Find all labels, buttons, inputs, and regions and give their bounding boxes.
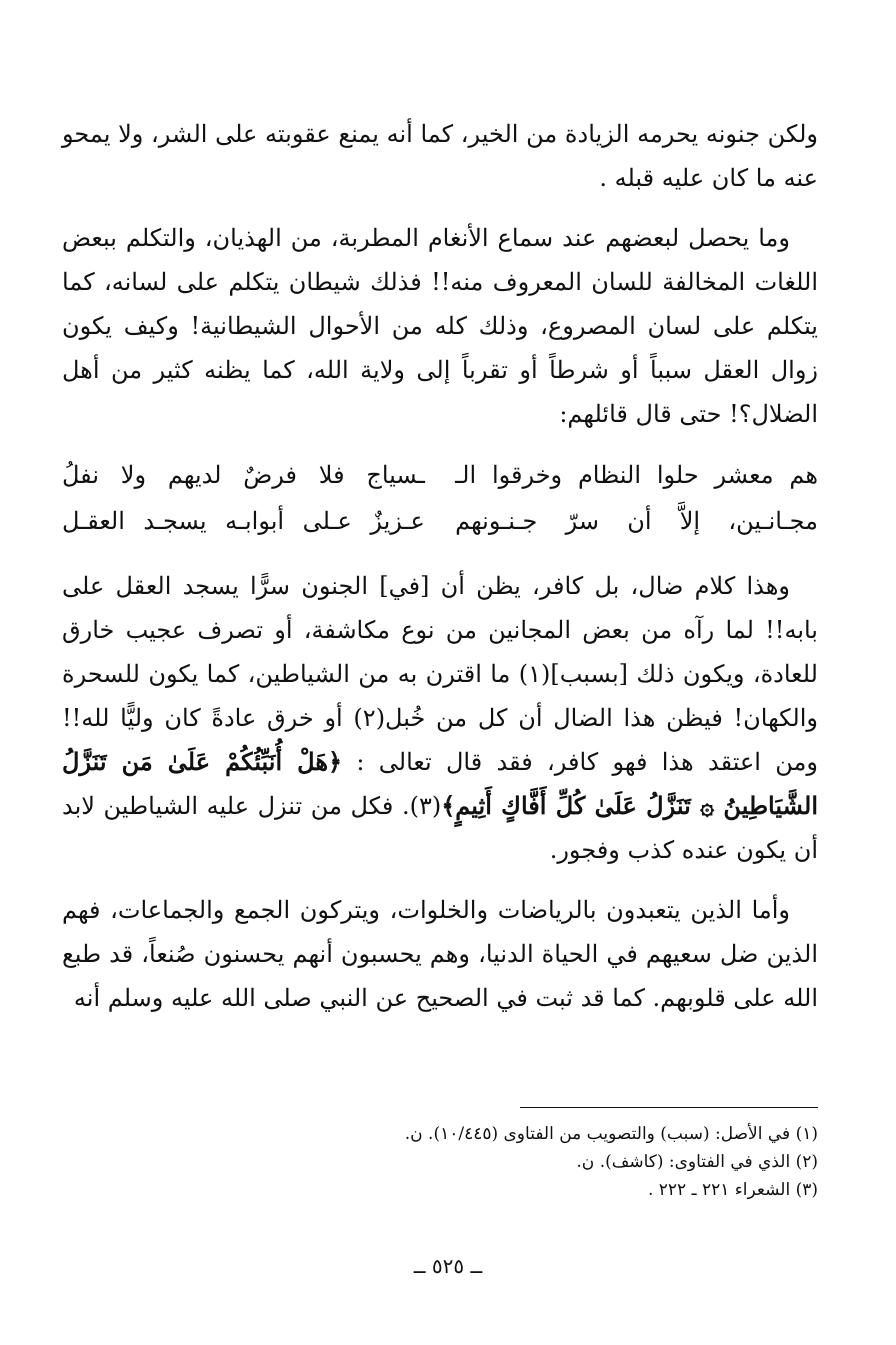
paragraph-3-text: وهذا كلام ضال، بل كافر، يظن أن [في] الجنون سرًّا يسجد العقل على بابه!! لما رآه من بعض المجانين من نوع مكاشفة، أو تصرف عجيب خارق للعادة، ويكون ذلك [بسبب](١) ما اقترن به من الشياطين، كما يكون للسحرة والكهان! فيظن هذا الضال أن كل من خُبل(٢) أو خرق عادةً كان وليًّا لله!! ومن اعتقد هذا فهو كافر، فقد قال تعالى : <box>62 572 818 776</box>
poem-line-1 <box>62 452 818 498</box>
quran-verse: ﴿هَلْ أُنَبِّئُكُمْ عَلَىٰ مَن تَنَزَّلُ الشَّيَاطِينُ ۞ تَنَزَّلُ عَلَىٰ كُلِّ أَفَّاكٍ أَثِيمٍ﴾ <box>62 747 818 820</box>
footnote-divider <box>520 1107 818 1108</box>
paragraph-3 <box>62 564 818 872</box>
poem-line-2 <box>62 498 818 544</box>
paragraph-3-ending: (٣). فكل من تنزل عليه الشياطين لابد أن يكون عنده كذب وفجور. <box>62 792 818 864</box>
footnote-3: (٣) الشعراء ٢٢١ ـ ٢٢٢ . <box>647 1180 818 1200</box>
footnote-2: (٢) الذي في الفتاوى: (كاشف). ن. <box>576 1152 818 1172</box>
poem-line-1-first-hemistich: هم معشر حلوا النظام وخرقوا الـ <box>455 461 818 489</box>
footnotes <box>258 1120 818 1204</box>
paragraph-1: ولكن جنونه يحرمه الزيادة من الخير، كما أنه يمنع عقوبته على الشر، ولا يمحو عنه ما كان عليه قبله . <box>62 120 819 192</box>
paragraph-2: وما يحصل لبعضهم عند سماع الأنغام المطربة، من الهذيان، والتكلم ببعض اللغات المخالفة للسان المعروف منه!! فذلك شيطان يتكلم على لسانه، كما يتكلم على لسان المصروع، وذلك كله من الأحوال الشيطانية! وكيف يكون زوال العقل سبباً أو شرطاً أو تقرباً إلى ولاية الله، كما يظنه كثير من أهل الضلال؟! حتى قال قائلهم: <box>62 224 818 428</box>
page-body <box>62 112 818 1036</box>
poem-line-2-first-hemistich: مجـانـين، إلاَّ أن سرّ جـنـونهم <box>455 507 818 535</box>
poem-line-2-second-hemistich: عـزيزٌ عـلى أبوابـه يسجـد العقـل <box>62 507 425 535</box>
poem <box>62 452 818 544</box>
footnote-1: (١) في الأصل: (سبب) والتصويب من الفتاوى (١٠/٤٤٥). ن. <box>404 1124 818 1144</box>
poem-line-1-second-hemistich: ـسياج فلا فرضٌ لديهم ولا نفلُ <box>62 461 425 489</box>
page-number: ــ ٥٢٥ ــ <box>413 1254 483 1278</box>
paragraph-4: وأما الذين يتعبدون بالرياضات والخلوات، ويتركون الجمع والجماعات، فهم الذين ضل سعيهم في الحياة الدنيا، وهم يحسبون أنهم يحسنون صُنعاً، قد طبع الله على قلوبهم. كما قد ثبت في الصحيح عن النبي صلى الله عليه وسلم أنه <box>62 896 818 1012</box>
